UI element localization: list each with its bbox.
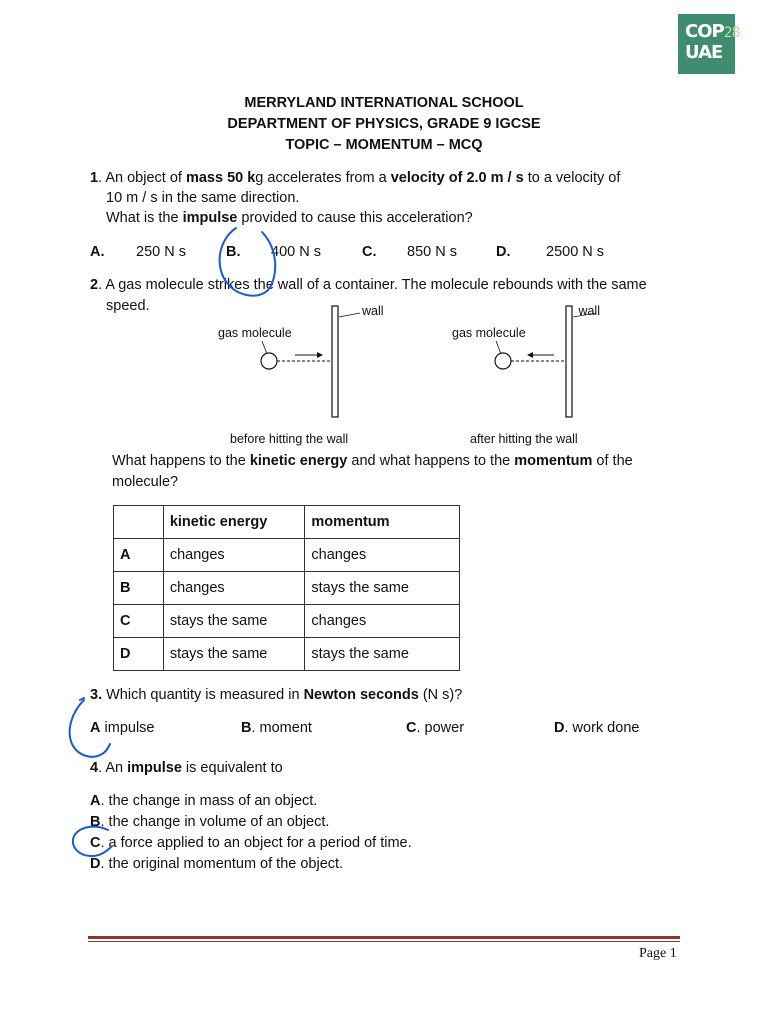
table-header-row (114, 506, 460, 539)
answer-table (113, 505, 460, 671)
gas-molecule-before (261, 353, 277, 369)
department-title: DEPARTMENT OF PHYSICS, GRADE 9 IGCSE (227, 116, 541, 132)
table-row (114, 638, 460, 671)
caption-before: before hitting the wall (230, 432, 349, 446)
q3-line1: 3. Which quantity is measured in Newton seconds (N s)? (90, 687, 463, 703)
table-cell: changes (305, 539, 460, 572)
page-number: Page 1 (639, 946, 677, 961)
wall-collision-diagram (200, 300, 600, 452)
table-cell: stays the same (305, 572, 460, 605)
table-row (114, 605, 460, 638)
gas-molecule-after (495, 353, 511, 369)
table-cell: stays the same (305, 638, 460, 671)
q2-line2: speed. (106, 298, 150, 314)
table-cell: stays the same (163, 638, 305, 671)
wall-after (566, 306, 572, 417)
q2-question-line2: molecule? (112, 474, 179, 490)
wall-before (332, 306, 338, 417)
topic-title: TOPIC – MOMENTUM – MCQ (285, 137, 483, 153)
q1-line1: 1. An object of mass 50 kg accelerates from a velocity of 2.0 m / s to a velocity of (90, 170, 621, 186)
q1-option-a-text: 250 N s (136, 244, 186, 260)
q2-line1: 2. A gas molecule strikes the wall of a container. The molecule rebounds with the same (90, 277, 647, 293)
q1-option-a-letter: A. (90, 244, 105, 260)
table-cell: A (114, 539, 164, 572)
q3-option-d: D. work done (554, 720, 640, 736)
table-cell: changes (305, 605, 460, 638)
q2-question-line1: What happens to the kinetic energy and what happens to the momentum of the (112, 453, 633, 469)
arrow-left-icon (527, 352, 533, 358)
molecule-label-before: gas molecule (218, 326, 292, 340)
table-cell: changes (163, 572, 305, 605)
q4-option-a: A. the change in mass of an object. (90, 793, 318, 809)
q1-line3: What is the impulse provided to cause this acceleration? (106, 210, 473, 226)
molecule-label-after: gas molecule (452, 326, 526, 340)
q1-option-d-letter: D. (496, 244, 511, 260)
table-row (114, 572, 460, 605)
q1-option-c-text: 850 N s (407, 244, 457, 260)
table-cell: D (114, 638, 164, 671)
q3-option-a: A impulse (90, 720, 155, 736)
table-cell: C (114, 605, 164, 638)
q1-option-b-letter: B. (226, 244, 241, 260)
caption-after: after hitting the wall (470, 432, 578, 446)
arrow-right-icon (317, 352, 323, 358)
table-cell: B (114, 572, 164, 605)
q1-option-c-letter: C. (362, 244, 377, 260)
table-cell: stays the same (163, 605, 305, 638)
school-name: MERRYLAND INTERNATIONAL SCHOOL (244, 95, 524, 111)
q4-line1: 4. An impulse is equivalent to (90, 760, 283, 776)
wall-label-before: wall (362, 304, 384, 318)
q4-option-d: D. the original momentum of the object. (90, 856, 344, 872)
wall-label-after: wall (578, 304, 600, 318)
q4-option-c: C. a force applied to an object for a period of time. (90, 835, 412, 851)
table-cell: changes (163, 539, 305, 572)
q3-option-b: B. moment (241, 720, 312, 736)
footer-rule-thin (88, 941, 680, 942)
q1-option-b-text: 400 N s (271, 244, 321, 260)
q4-option-b: B. the change in volume of an object. (90, 814, 330, 830)
footer-rule (88, 936, 680, 939)
q1-option-d-text: 2500 N s (546, 244, 605, 260)
table-header-cell (114, 506, 164, 539)
table-row (114, 539, 460, 572)
q1-line2: 10 m / s in the same direction. (106, 190, 300, 206)
table-header-cell: kinetic energy (163, 506, 305, 539)
cop28-uae-logo: COP28 UAE (678, 14, 735, 74)
q3-option-c: C. power (406, 720, 465, 736)
table-header-cell: momentum (305, 506, 460, 539)
